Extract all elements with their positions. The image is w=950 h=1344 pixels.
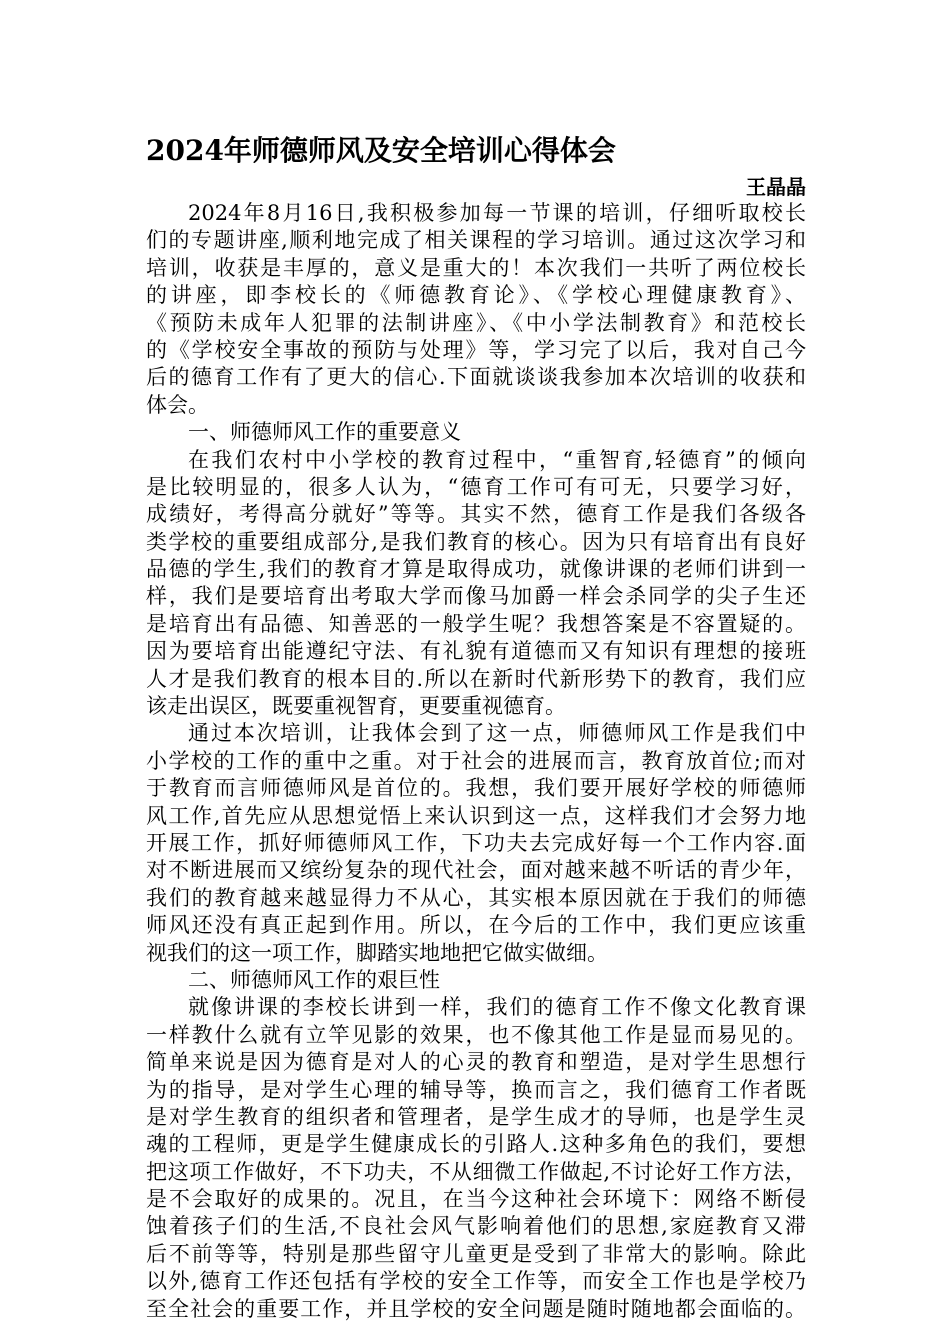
section-heading: 一、师德师风工作的重要意义 xyxy=(188,420,461,445)
section-heading: 二、师德师风工作的艰巨性 xyxy=(188,967,440,992)
text-line: 就像讲课的李校长讲到一样，我们的德育工作不像文化教育课 xyxy=(188,995,806,1020)
text-line: 后不前等等，特别是那些留守儿童更是受到了非常大的影响。除此 xyxy=(146,1241,806,1266)
text-line: 我们的教育越来越显得力不从心，其实根本原因就在于我们的师德 xyxy=(146,885,806,910)
text-line: 蚀着孩子们的生活,不良社会风气影响着他们的思想,家庭教育又滞 xyxy=(146,1214,806,1239)
text-line: 于教育而言师德师风是首位的。我想，我们要开展好学校的师德师 xyxy=(146,776,806,801)
text-line: 师风还没有真正起到作用。所以，在今后的工作中，我们更应该重 xyxy=(146,913,806,938)
text-line: 该走出误区，既要重视智育，更要重视德育。 xyxy=(146,694,566,719)
text-line: 成绩好，考得高分就好”等等。其实不然，德育工作是我们各级各 xyxy=(146,502,806,527)
text-line: 品德的学生,我们的教育才算是取得成功，就像讲课的老师们讲到一 xyxy=(146,557,806,582)
text-line: 是培育出有品德、知善恶的一般学生呢？我想答案是不容置疑的。 xyxy=(146,611,806,636)
text-line: 为的指导，是对学生心理的辅导等，换而言之，我们德育工作者既 xyxy=(146,1077,806,1102)
text-line: 一样教什么就有立竿见影的效果，也不像其他工作是显而易见的。 xyxy=(146,1022,806,1047)
text-line: 简单来说是因为德育是对人的心灵的教育和塑造，是对学生思想行 xyxy=(146,1050,806,1075)
text-line: 后的德育工作有了更大的信心.下面就谈谈我参加本次培训的收获和 xyxy=(146,365,806,390)
text-line: 至全社会的重要工作，并且学校的安全问题是随时随地都会面临的。 xyxy=(146,1296,806,1321)
text-line: 视我们的这一项工作，脚踏实地地把它做实做细。 xyxy=(146,940,608,965)
text-line: 以外,德育工作还包括有学校的安全工作等，而安全工作也是学校乃 xyxy=(146,1269,806,1294)
text-line: 类学校的重要组成部分,是我们教育的核心。因为只有培育出有良好 xyxy=(146,529,806,554)
text-line: 培训，收获是丰厚的，意义是重大的！本次我们一共听了两位校长 xyxy=(146,255,806,280)
text-line: 《预防未成年人犯罪的法制讲座》、《中小学法制教育》和范校长 xyxy=(146,310,806,335)
text-line: 体会。 xyxy=(146,392,209,417)
text-line: 是比较明显的，很多人认为，“德育工作可有可无，只要学习好， xyxy=(146,474,806,499)
document-title: 2024年师德师风及安全培训心得体会 xyxy=(146,134,616,167)
text-line: 风工作,首先应从思想觉悟上来认识到这一点，这样我们才会努力地 xyxy=(146,803,806,828)
text-line: 人才是我们教育的根本目的.所以在新时代新形势下的教育，我们应 xyxy=(146,666,806,691)
text-line: 们的专题讲座,顺利地完成了相关课程的学习培训。通过这次学习和 xyxy=(146,228,806,253)
document-body xyxy=(146,200,806,1323)
text-line: 开展工作，抓好师德师风工作，下功夫去完成好每一个工作内容.面 xyxy=(146,830,806,855)
text-line: 通过本次培训，让我体会到了这一点，师德师风工作是我们中 xyxy=(188,721,806,746)
text-line: 的讲座，即李校长的《师德教育论》、《学校心理健康教育》、 xyxy=(146,283,806,308)
text-line: 在我们农村中小学校的教育过程中，“重智育,轻德育”的倾向 xyxy=(188,447,806,472)
text-line: 是对学生教育的组织者和管理者，是学生成才的导师，也是学生灵 xyxy=(146,1104,806,1129)
text-line: 因为要培育出能遵纪守法、有礼貌有道德而又有知识有理想的接班 xyxy=(146,639,806,664)
text-line: 样，我们是要培育出考取大学而像马加爵一样会杀同学的尖子生还 xyxy=(146,584,806,609)
text-line: 把这项工作做好，不下功夫，不从细微工作做起,不讨论好工作方法， xyxy=(146,1159,806,1184)
text-line: 魂的工程师，更是学生健康成长的引路人.这种多角色的我们，要想 xyxy=(146,1132,806,1157)
text-line: 2024年8月16日,我积极参加每一节课的培训，仔细听取校长 xyxy=(188,201,806,225)
text-line: 对不断进展而又缤纷复杂的现代社会，面对越来越不听话的青少年， xyxy=(146,858,806,883)
text-line: 是不会取好的成果的。况且，在当今这种社会环境下：网络不断侵 xyxy=(146,1187,806,1212)
document-author: 王晶晶 xyxy=(746,175,806,199)
text-line: 的《学校安全事故的预防与处理》等，学习完了以后，我对自己今 xyxy=(146,337,806,362)
text-line: 小学校的工作的重中之重。对于社会的进展而言，教育放首位;而对 xyxy=(146,748,806,773)
